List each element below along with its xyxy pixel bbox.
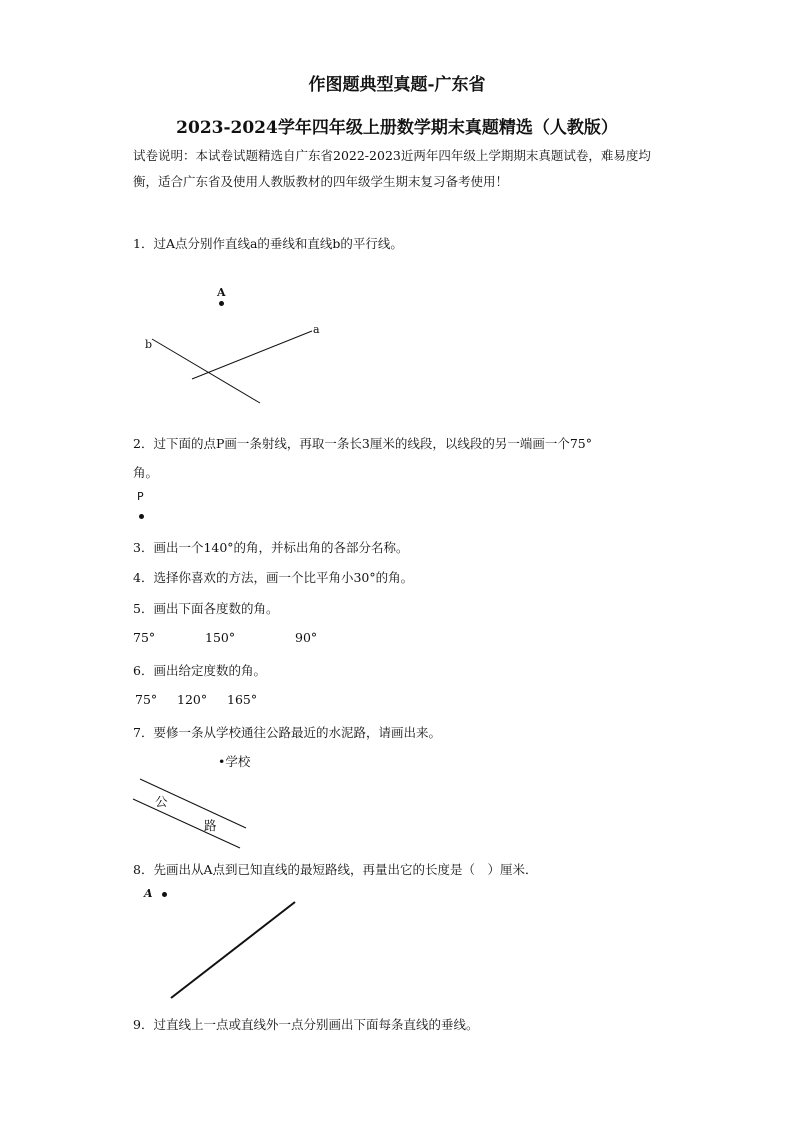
line-a (192, 331, 312, 379)
q5-angle-2: 150° (205, 630, 236, 645)
given-line (171, 902, 295, 998)
q5-angle-1: 75° (133, 630, 156, 645)
point-a-dot (219, 301, 224, 306)
question-7: 7．要修一条从学校通往公路最近的水泥路，请画出来。 (133, 725, 441, 740)
line-a-label: a (313, 323, 320, 336)
line-b (152, 339, 260, 403)
page-title: 作图题典型真题-广东省 (308, 75, 486, 95)
road-label-2: 路 (204, 818, 217, 833)
point-p-dot (139, 514, 144, 519)
question-4: 4．选择你喜欢的方法，画一个比平角小30°的角。 (133, 570, 414, 585)
question-2-line1: 2．过下面的点P画一条射线，再取一条长3厘米的线段，以线段的另一端画一个75° (133, 436, 592, 451)
road-edge-bottom (133, 799, 240, 848)
question-6: 6．画出给定度数的角。 (133, 663, 266, 678)
question-2-line2: 角。 (133, 465, 159, 480)
point-a2-dot (162, 892, 167, 897)
question-1: 1．过A点分别作直线a的垂线和直线b的平行线。 (133, 236, 403, 251)
page-subtitle: 2023-2024学年四年级上册数学期末真题精选（人教版） (176, 118, 618, 138)
road-label-1: 公 (155, 794, 168, 809)
question-9: 9．过直线上一点或直线外一点分别画出下面每条直线的垂线。 (133, 1017, 479, 1032)
question-3: 3．画出一个140°的角，并标出角的各部分名称。 (133, 540, 409, 555)
exam-instructions: 试卷说明：本试卷试题精选自广东省2022-2023近两年四年级上学期期末真题试卷，难易度均衡，适合广东省及使用人教版教材的四年级学生期末复习备考使用！ (133, 148, 651, 189)
point-a2-label: A (144, 887, 153, 900)
line-b-label: b (145, 338, 153, 351)
question-8: 8．先画出从A点到已知直线的最短路线，再量出它的长度是（ ）厘米． (133, 862, 538, 877)
q6-angle-2: 120° (177, 692, 208, 707)
q5-angle-3: 90° (295, 630, 318, 645)
question-5: 5．画出下面各度数的角。 (133, 601, 279, 616)
school-label: •学校 (218, 754, 251, 769)
q6-angle-1: 75° (135, 692, 158, 707)
point-a-label: A (217, 286, 226, 299)
q6-angle-3: 165° (227, 692, 258, 707)
point-p-label: P (137, 490, 144, 503)
